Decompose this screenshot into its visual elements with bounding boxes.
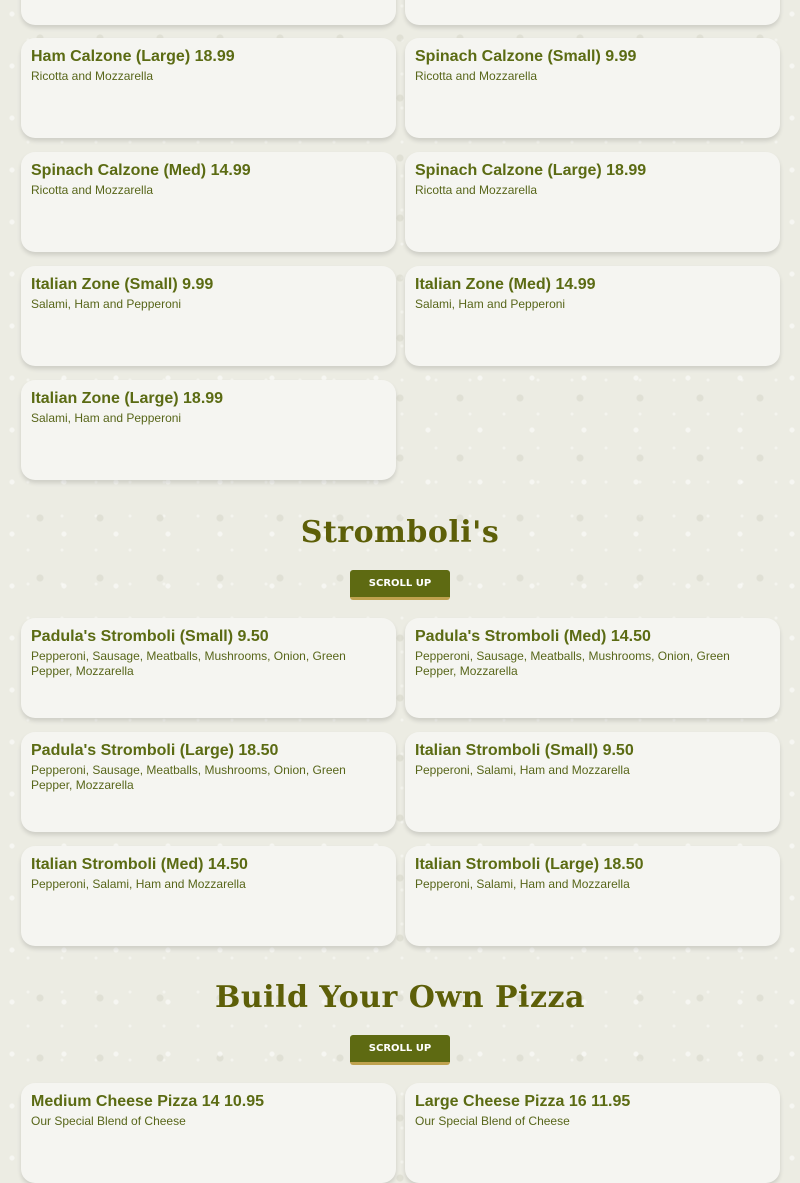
menu-item-description: Salami, Ham and Pepperoni <box>415 297 566 311</box>
menu-card-italian-zone-med[interactable] <box>405 266 780 366</box>
menu-item-title: Italian Zone (Large) 18.99 <box>31 390 224 407</box>
menu-item-description: Salami, Ham and Pepperoni <box>31 411 182 425</box>
menu-card-padulas-stromboli-small[interactable] <box>21 618 396 718</box>
menu-item-title: Padula's Stromboli (Large) 18.50 <box>31 742 279 759</box>
menu-item-description: Pepperoni, Sausage, Meatballs, Mushrooms, Onion, Green Pepper, Mozzarella <box>31 649 346 678</box>
menu-item-title: Ham Calzone (Large) 18.99 <box>31 48 235 65</box>
menu-card-ham-calzone-large[interactable] <box>21 38 396 138</box>
menu-item-description: Our Special Blend of Cheese <box>415 1114 570 1128</box>
menu-item-description: Salami, Ham and Pepperoni <box>31 297 182 311</box>
menu-item-title: Large Cheese Pizza 16 11.95 <box>415 1093 631 1110</box>
menu-item-description: Ricotta and Mozzarella <box>31 69 154 83</box>
menu-card-spinach-calzone-small[interactable] <box>405 38 780 138</box>
menu-item-description: Pepperoni, Salami, Ham and Mozzarella <box>415 877 630 891</box>
menu-card-padulas-stromboli-med[interactable] <box>405 618 780 718</box>
menu-item-description: Pepperoni, Salami, Ham and Mozzarella <box>31 877 246 891</box>
menu-card-italian-stromboli-med[interactable] <box>21 846 396 946</box>
section-title-build-your-own-pizza: Build Your Own Pizza <box>215 980 585 1015</box>
menu-card-padulas-stromboli-large[interactable] <box>21 732 396 832</box>
scroll-up-button[interactable]: SCROLL UP <box>350 570 450 600</box>
menu-card-partial-top-left <box>21 0 396 25</box>
menu-item-title: Italian Zone (Small) 9.99 <box>31 276 214 293</box>
menu-item-title: Medium Cheese Pizza 14 10.95 <box>31 1093 264 1110</box>
section-title-stromboli: Stromboli's <box>300 515 500 550</box>
menu-item-description: Pepperoni, Sausage, Meatballs, Mushrooms, Onion, Green Pepper, Mozzarella <box>31 763 346 792</box>
menu-item-description: Our Special Blend of Cheese <box>31 1114 186 1128</box>
menu-item-title: Spinach Calzone (Large) 18.99 <box>415 162 647 179</box>
scroll-up-button[interactable]: SCROLL UP <box>350 1035 450 1065</box>
menu-card-spinach-calzone-large[interactable] <box>405 152 780 252</box>
menu-item-title: Padula's Stromboli (Med) 14.50 <box>415 628 651 645</box>
menu-card-italian-stromboli-small[interactable] <box>405 732 780 832</box>
menu-card-spinach-calzone-med[interactable] <box>21 152 396 252</box>
menu-item-description: Pepperoni, Salami, Ham and Mozzarella <box>415 763 630 777</box>
menu-card-large-cheese-pizza[interactable] <box>405 1083 780 1183</box>
menu-item-description: Pepperoni, Sausage, Meatballs, Mushrooms, Onion, Green Pepper, Mozzarella <box>415 649 730 678</box>
menu-item-title: Italian Stromboli (Large) 18.50 <box>415 856 644 873</box>
menu-item-title: Padula's Stromboli (Small) 9.50 <box>31 628 269 645</box>
menu-item-title: Italian Stromboli (Small) 9.50 <box>415 742 634 759</box>
menu-item-description: Ricotta and Mozzarella <box>31 183 154 197</box>
menu-card-italian-zone-large[interactable] <box>21 380 396 480</box>
menu-card-italian-stromboli-large[interactable] <box>405 846 780 946</box>
menu-item-title: Italian Zone (Med) 14.99 <box>415 276 596 293</box>
menu-card-italian-zone-small[interactable] <box>21 266 396 366</box>
menu-item-description: Ricotta and Mozzarella <box>415 183 538 197</box>
menu-card-medium-cheese-pizza[interactable] <box>21 1083 396 1183</box>
menu-item-title: Spinach Calzone (Small) 9.99 <box>415 48 637 65</box>
menu-item-title: Spinach Calzone (Med) 14.99 <box>31 162 251 179</box>
menu-item-description: Ricotta and Mozzarella <box>415 69 538 83</box>
menu-card-partial-top-right <box>405 0 780 25</box>
menu-item-title: Italian Stromboli (Med) 14.50 <box>31 856 248 873</box>
